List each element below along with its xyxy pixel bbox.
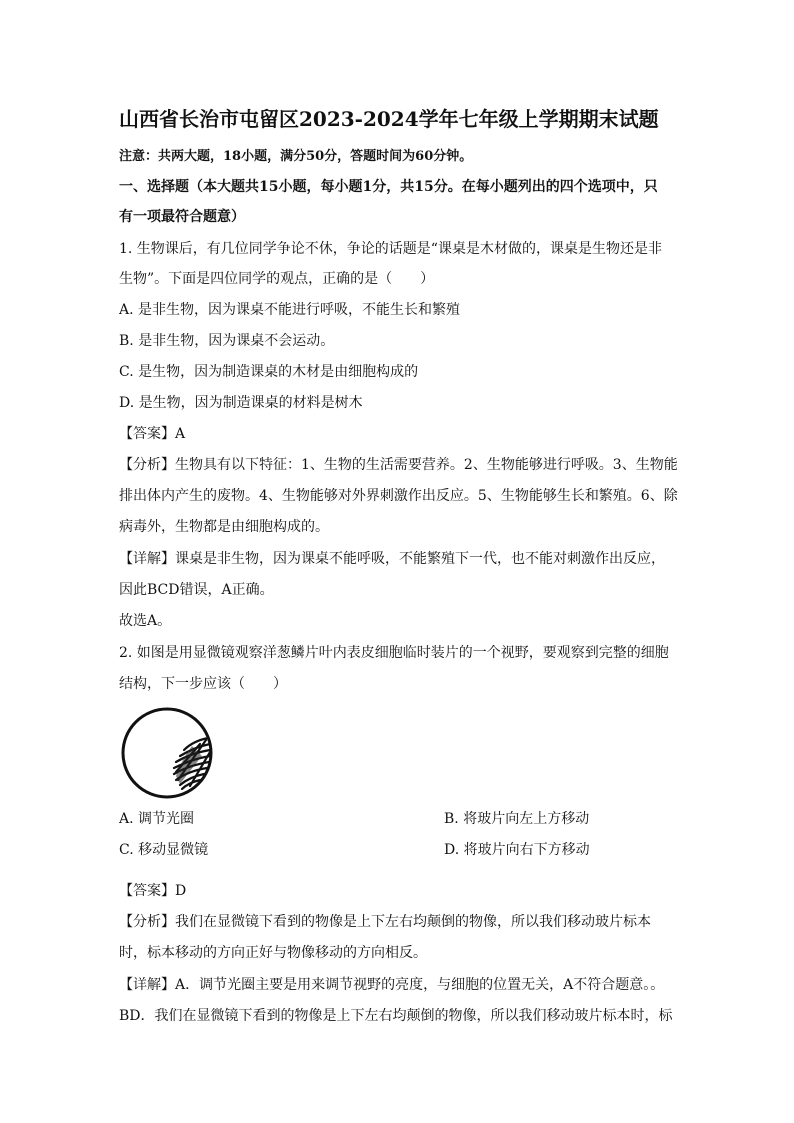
q1-analysis-line3: 病毒外，生物都是由细胞构成的。 — [119, 519, 329, 535]
q1-answer: 【答案】A — [119, 426, 186, 442]
q2-option-c: C. 移动显微镜 — [119, 842, 209, 858]
microscope-field-figure — [120, 706, 214, 800]
q1-detail-line2: 因此BCD错误，A正确。 — [119, 582, 274, 598]
section-heading-line2: 有一项最符合题意） — [119, 209, 245, 225]
q1-stem-line2: 生物”。下面是四位同学的观点，正确的是（ ） — [119, 271, 435, 287]
q2-answer: 【答案】D — [119, 883, 187, 899]
q2-stem-line2: 结构，下一步应该（ ） — [119, 676, 287, 692]
q2-analysis-line1: 【分析】我们在显微镜下看到的物像是上下左右均颠倒的物像，所以我们移动玻片标本 — [119, 914, 651, 930]
q2-option-a: A. 调节光圈 — [119, 811, 195, 827]
q1-option-b: B. 是非生物，因为课桌不会运动。 — [119, 333, 335, 349]
q2-stem-line1: 2. 如图是用显微镜观察洋葱鳞片叶内表皮细胞临时装片的一个视野，要观察到完整的细胞 — [119, 645, 669, 661]
q2-detail-line1: 【详解】A．调节光圈主要是用来调节视野的亮度，与细胞的位置无关，A不符合题意。。 — [119, 977, 665, 993]
page-title: 山西省长治市屯留区2023-2024学年七年级上学期期末试题 — [119, 107, 659, 131]
q1-stem-line1: 1. 生物课后，有几位同学争论不休，争论的话题是“课桌是木材做的，课桌是生物还是非 — [119, 241, 662, 257]
q1-option-a: A. 是非生物，因为课桌不能进行呼吸，不能生长和繁殖 — [119, 302, 461, 318]
q1-detail-line1: 【详解】课桌是非生物，因为课桌不能呼吸，不能繁殖下一代，也不能对刺激作出反应， — [119, 551, 665, 567]
q2-analysis-line2: 时，标本移动的方向正好与物像移动的方向相反。 — [119, 945, 427, 961]
q1-analysis-line2: 排出体内产生的废物。4、生物能够对外界刺激作出反应。5、生物能够生长和繁殖。6、除 — [119, 488, 678, 504]
section-heading-line1: 一、选择题（本大题共15小题，每小题1分，共15分。在每小题列出的四个选项中，只 — [119, 179, 658, 195]
q2-option-b: B. 将玻片向左上方移动 — [444, 811, 590, 827]
q1-analysis-line1: 【分析】生物具有以下特征：1、生物的生活需要营养。2、生物能够进行呼吸。3、生物能 — [119, 457, 678, 473]
q1-option-c: C. 是生物，因为制造课桌的木材是由细胞构成的 — [119, 364, 419, 380]
q1-option-d: D. 是生物，因为制造课桌的材料是树木 — [119, 395, 363, 411]
q2-option-d: D. 将玻片向右下方移动 — [444, 842, 590, 858]
q2-detail-line2: BD．我们在显微镜下看到的物像是上下左右均颠倒的物像，所以我们移动玻片标本时，标 — [119, 1008, 673, 1024]
exam-notice: 注意：共两大题，18小题，满分50分，答题时间为60分钟。 — [119, 149, 473, 164]
q1-conclusion: 故选A。 — [119, 613, 172, 629]
